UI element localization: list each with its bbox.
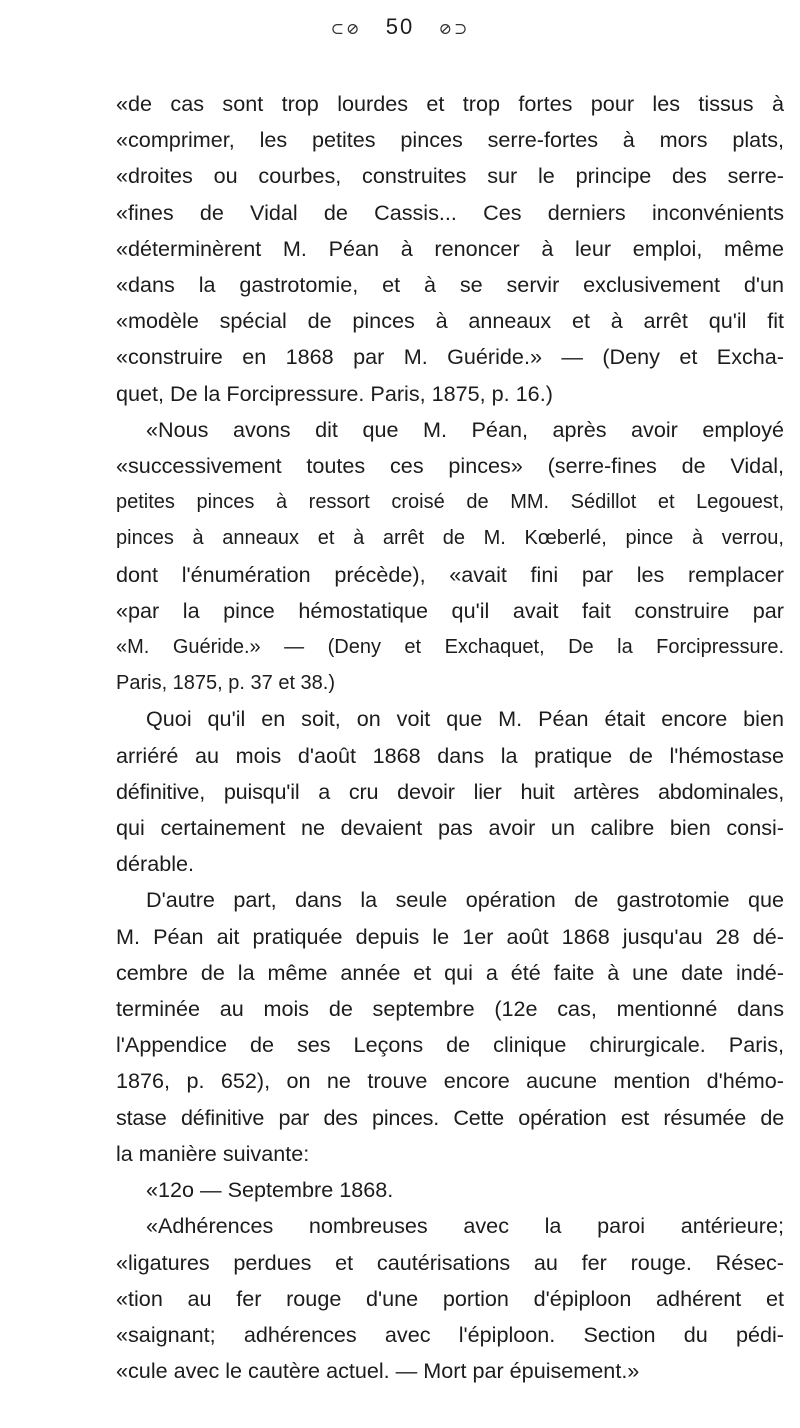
- text-line: «cule avec le cautère actuel. — Mort par épuisement.»: [116, 1358, 640, 1384]
- paragraph-quote-3: [116, 1208, 784, 1389]
- text-line: «de cas sont trop lourdes et trop fortes pour les tissus à: [116, 91, 784, 116]
- paragraph-body-2: [116, 882, 784, 1172]
- body-text: [116, 86, 784, 1389]
- paragraph-quote-2: [116, 412, 784, 702]
- text-line: dérable.: [116, 851, 195, 877]
- text-line: «successivement toutes ces pinces» (serre-fines de Vidal,: [116, 453, 784, 479]
- paragraph-body-1: [116, 701, 784, 882]
- text-line: «fines de Vidal de Cassis... Ces derniers inconvénients: [116, 199, 784, 225]
- left-ornament: ⊂⊘: [330, 19, 362, 38]
- text-line: «déterminèrent M. Péan à renoncer à leur emploi, même: [116, 235, 784, 261]
- text-line: M. Péan ait pratiquée depuis le 1er août 1868 jusqu'au 28 dé-: [116, 923, 784, 949]
- text-line: arriéré au mois d'août 1868 dans la pratique de l'hémostase: [116, 742, 784, 768]
- text-line: pinces à anneaux et à arrêt de M. Kœberlé, pince à verrou,: [116, 527, 784, 550]
- text-line: Quoi qu'il en soit, on voit que M. Péan était encore bien: [146, 706, 784, 732]
- text-line: «M. Guéride.» — (Deny et Exchaquet, De la Forcipressure.: [116, 636, 784, 659]
- text-line: stase définitive par des pinces. Cette opération est résumée de: [116, 1104, 784, 1130]
- text-line: «Adhérences nombreuses avec la paroi antérieure;: [146, 1213, 784, 1239]
- text-line: Paris, 1875, p. 37 et 38.): [116, 672, 336, 695]
- text-line: quet, De la Forcipressure. Paris, 1875, p. 16.): [116, 380, 553, 406]
- text-line: D'autre part, dans la seule opération de gastrotomie que: [146, 887, 784, 913]
- text-line: «dans la gastrotomie, et à se servir exclusivement d'un: [116, 272, 784, 298]
- page-number: 50: [385, 14, 415, 39]
- text-line: «ligatures perdues et cautérisations au fer rouge. Résec-: [116, 1249, 784, 1275]
- text-line: «saignant; adhérences avec l'épiploon. Section du pédi-: [116, 1321, 784, 1347]
- text-line: «tion au fer rouge d'une portion d'épiploon adhérent et: [116, 1285, 784, 1311]
- text-line: «droites ou courbes, construites sur le principe des serre-: [116, 163, 784, 189]
- text-line: définitive, puisqu'il a cru devoir lier huit artères abdominales,: [116, 778, 784, 804]
- text-line: dont l'énumération précède), «avait fini par les remplacer: [116, 561, 784, 587]
- right-ornament: ⊘⊃: [438, 19, 470, 38]
- text-line: «12o — Septembre 1868.: [146, 1177, 394, 1203]
- paragraph-quote-1: [116, 86, 784, 412]
- text-line: qui certainement ne devaient pas avoir un calibre bien consi-: [116, 815, 784, 841]
- text-line: «comprimer, les petites pinces serre-fortes à mors plats,: [116, 127, 784, 153]
- text-line: la manière suivante:: [116, 1140, 310, 1166]
- text-line: «Nous avons dit que M. Péan, après avoir employé: [146, 416, 784, 442]
- text-line: 1876, p. 652), on ne trouve encore aucune mention d'hémo-: [116, 1068, 784, 1094]
- text-line: cembre de la même année et qui a été faite à une date indé-: [116, 959, 784, 985]
- text-line: terminée au mois de septembre (12e cas, mentionné dans: [116, 996, 784, 1022]
- text-line: «par la pince hémostatique qu'il avait fait construire par: [116, 597, 784, 623]
- page-header: [0, 14, 800, 40]
- text-line: petites pinces à ressort croisé de MM. Sédillot et Legouest,: [116, 491, 784, 514]
- case-heading: [116, 1172, 784, 1208]
- text-line: l'Appendice de ses Leçons de clinique chirurgicale. Paris,: [116, 1032, 784, 1058]
- text-line: «construire en 1868 par M. Guéride.» — (Deny et Excha-: [116, 344, 784, 370]
- text-line: «modèle spécial de pinces à anneaux et à arrêt qu'il fit: [116, 308, 784, 334]
